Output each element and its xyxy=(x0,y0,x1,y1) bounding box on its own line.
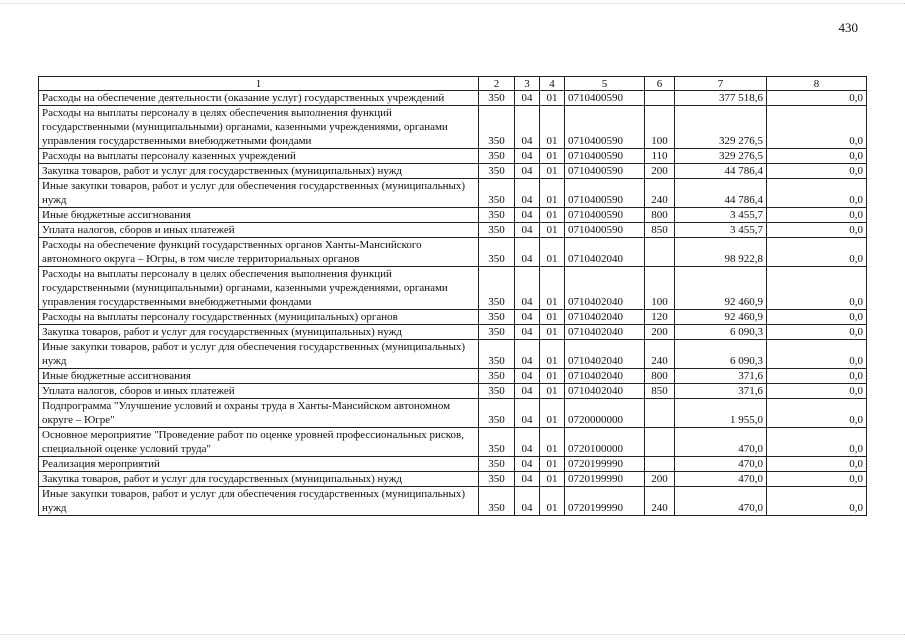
cell-target-article: 0710402040 xyxy=(565,384,645,399)
cell-amount-secondary: 0,0 xyxy=(767,399,867,428)
table-row xyxy=(39,384,867,399)
cell-section: 04 xyxy=(515,149,540,164)
cell-expense-type: 200 xyxy=(645,325,675,340)
cell-amount: 329 276,5 xyxy=(675,149,767,164)
cell-section: 04 xyxy=(515,487,540,516)
cell-ministry-code: 350 xyxy=(479,91,515,106)
cell-ministry-code: 350 xyxy=(479,428,515,457)
row-description: Уплата налогов, сборов и иных платежей xyxy=(39,384,479,399)
cell-subsection: 01 xyxy=(540,369,565,384)
cell-target-article: 0710400590 xyxy=(565,223,645,238)
cell-ministry-code: 350 xyxy=(479,399,515,428)
table-row xyxy=(39,325,867,340)
cell-amount: 44 786,4 xyxy=(675,179,767,208)
cell-section: 04 xyxy=(515,106,540,149)
table-row xyxy=(39,487,867,516)
cell-ministry-code: 350 xyxy=(479,267,515,310)
table-row xyxy=(39,428,867,457)
table-row xyxy=(39,106,867,149)
cell-amount: 371,6 xyxy=(675,384,767,399)
table-row xyxy=(39,164,867,179)
cell-section: 04 xyxy=(515,369,540,384)
cell-amount: 371,6 xyxy=(675,369,767,384)
cell-amount: 470,0 xyxy=(675,457,767,472)
cell-expense-type xyxy=(645,91,675,106)
cell-subsection: 01 xyxy=(540,310,565,325)
cell-expense-type: 800 xyxy=(645,208,675,223)
table-body xyxy=(39,91,867,516)
cell-subsection: 01 xyxy=(540,267,565,310)
cell-subsection: 01 xyxy=(540,487,565,516)
table-row xyxy=(39,223,867,238)
cell-section: 04 xyxy=(515,91,540,106)
header-cell-8: 8 xyxy=(767,77,867,91)
header-cell-6: 6 xyxy=(645,77,675,91)
cell-amount-secondary: 0,0 xyxy=(767,428,867,457)
row-description: Иные бюджетные ассигнования xyxy=(39,208,479,223)
cell-ministry-code: 350 xyxy=(479,325,515,340)
cell-subsection: 01 xyxy=(540,179,565,208)
cell-section: 04 xyxy=(515,472,540,487)
cell-amount-secondary: 0,0 xyxy=(767,340,867,369)
cell-amount-secondary: 0,0 xyxy=(767,267,867,310)
table-row xyxy=(39,208,867,223)
cell-amount: 377 518,6 xyxy=(675,91,767,106)
cell-section: 04 xyxy=(515,399,540,428)
row-description: Расходы на обеспечение функций государственных органов Ханты-Мансийского автономного округа – Югры, в том числе территориальных органов xyxy=(39,238,479,267)
cell-amount: 92 460,9 xyxy=(675,310,767,325)
row-description: Расходы на выплаты персоналу государственных (муниципальных) органов xyxy=(39,310,479,325)
cell-target-article: 0710400590 xyxy=(565,91,645,106)
cell-amount-secondary: 0,0 xyxy=(767,487,867,516)
cell-target-article: 0710402040 xyxy=(565,340,645,369)
scan-edge-bottom xyxy=(0,634,905,636)
cell-section: 04 xyxy=(515,164,540,179)
cell-amount: 3 455,7 xyxy=(675,208,767,223)
cell-amount-secondary: 0,0 xyxy=(767,472,867,487)
cell-subsection: 01 xyxy=(540,457,565,472)
cell-subsection: 01 xyxy=(540,149,565,164)
cell-target-article: 0710402040 xyxy=(565,267,645,310)
cell-amount-secondary: 0,0 xyxy=(767,457,867,472)
cell-target-article: 0720199990 xyxy=(565,487,645,516)
row-description: Подпрограмма "Улучшение условий и охраны труда в Ханты-Мансийском автономном округе – Югре" xyxy=(39,399,479,428)
cell-amount: 6 090,3 xyxy=(675,340,767,369)
cell-section: 04 xyxy=(515,238,540,267)
row-description: Реализация мероприятий xyxy=(39,457,479,472)
cell-amount-secondary: 0,0 xyxy=(767,164,867,179)
cell-ministry-code: 350 xyxy=(479,164,515,179)
cell-amount: 329 276,5 xyxy=(675,106,767,149)
header-row xyxy=(39,77,867,91)
cell-ministry-code: 350 xyxy=(479,310,515,325)
cell-ministry-code: 350 xyxy=(479,472,515,487)
cell-ministry-code: 350 xyxy=(479,149,515,164)
cell-target-article: 0710400590 xyxy=(565,179,645,208)
cell-expense-type xyxy=(645,428,675,457)
cell-amount: 92 460,9 xyxy=(675,267,767,310)
cell-amount: 6 090,3 xyxy=(675,325,767,340)
table-row xyxy=(39,91,867,106)
cell-expense-type: 110 xyxy=(645,149,675,164)
row-description: Закупка товаров, работ и услуг для государственных (муниципальных) нужд xyxy=(39,325,479,340)
cell-section: 04 xyxy=(515,384,540,399)
header-cell-3: 3 xyxy=(515,77,540,91)
cell-amount-secondary: 0,0 xyxy=(767,310,867,325)
cell-section: 04 xyxy=(515,179,540,208)
cell-subsection: 01 xyxy=(540,106,565,149)
cell-subsection: 01 xyxy=(540,208,565,223)
cell-ministry-code: 350 xyxy=(479,179,515,208)
header-cell-7: 7 xyxy=(675,77,767,91)
cell-ministry-code: 350 xyxy=(479,457,515,472)
cell-amount-secondary: 0,0 xyxy=(767,369,867,384)
row-description: Закупка товаров, работ и услуг для государственных (муниципальных) нужд xyxy=(39,164,479,179)
cell-subsection: 01 xyxy=(540,238,565,267)
cell-subsection: 01 xyxy=(540,223,565,238)
cell-target-article: 0710400590 xyxy=(565,149,645,164)
cell-ministry-code: 350 xyxy=(479,106,515,149)
row-description: Закупка товаров, работ и услуг для государственных (муниципальных) нужд xyxy=(39,472,479,487)
cell-subsection: 01 xyxy=(540,472,565,487)
header-cell-1: 1 xyxy=(39,77,479,91)
cell-expense-type: 240 xyxy=(645,340,675,369)
cell-subsection: 01 xyxy=(540,384,565,399)
cell-expense-type: 200 xyxy=(645,472,675,487)
cell-ministry-code: 350 xyxy=(479,369,515,384)
cell-subsection: 01 xyxy=(540,428,565,457)
cell-target-article: 0710402040 xyxy=(565,310,645,325)
row-description: Расходы на обеспечение деятельности (оказание услуг) государственных учреждений xyxy=(39,91,479,106)
row-description: Иные закупки товаров, работ и услуг для обеспечения государственных (муниципальных) нужд xyxy=(39,179,479,208)
cell-target-article: 0710400590 xyxy=(565,164,645,179)
row-description: Расходы на выплаты персоналу в целях обеспечения выполнения функций государственными (муниципальными) органами, казенными учреждениями, органами управления государственными внебюджетными фондами xyxy=(39,106,479,149)
row-description: Иные закупки товаров, работ и услуг для обеспечения государственных (муниципальных) нужд xyxy=(39,340,479,369)
cell-expense-type xyxy=(645,457,675,472)
cell-amount: 470,0 xyxy=(675,428,767,457)
table-row xyxy=(39,149,867,164)
cell-target-article: 0710402040 xyxy=(565,238,645,267)
table-row xyxy=(39,238,867,267)
cell-amount: 44 786,4 xyxy=(675,164,767,179)
cell-amount-secondary: 0,0 xyxy=(767,208,867,223)
cell-section: 04 xyxy=(515,208,540,223)
budget-table xyxy=(38,76,867,516)
cell-expense-type: 800 xyxy=(645,369,675,384)
cell-target-article: 0710400590 xyxy=(565,106,645,149)
cell-amount-secondary: 0,0 xyxy=(767,238,867,267)
cell-amount-secondary: 0,0 xyxy=(767,106,867,149)
cell-target-article: 0720000000 xyxy=(565,399,645,428)
cell-ministry-code: 350 xyxy=(479,208,515,223)
cell-subsection: 01 xyxy=(540,399,565,428)
cell-expense-type: 200 xyxy=(645,164,675,179)
cell-target-article: 0710400590 xyxy=(565,208,645,223)
cell-amount-secondary: 0,0 xyxy=(767,384,867,399)
page-number: 430 xyxy=(838,20,858,35)
scan-edge-top xyxy=(0,3,905,5)
row-description: Расходы на выплаты персоналу в целях обеспечения выполнения функций государственными (муниципальными) органами, казенными учреждениями, органами управления государственными внебюджетными фондами xyxy=(39,267,479,310)
cell-amount-secondary: 0,0 xyxy=(767,91,867,106)
row-description: Уплата налогов, сборов и иных платежей xyxy=(39,223,479,238)
header-cell-4: 4 xyxy=(540,77,565,91)
cell-target-article: 0720199990 xyxy=(565,457,645,472)
cell-target-article: 0710402040 xyxy=(565,325,645,340)
cell-subsection: 01 xyxy=(540,164,565,179)
cell-expense-type xyxy=(645,238,675,267)
header-cell-2: 2 xyxy=(479,77,515,91)
cell-target-article: 0710402040 xyxy=(565,369,645,384)
cell-section: 04 xyxy=(515,267,540,310)
cell-section: 04 xyxy=(515,457,540,472)
cell-expense-type: 850 xyxy=(645,223,675,238)
cell-amount: 1 955,0 xyxy=(675,399,767,428)
row-description: Иные закупки товаров, работ и услуг для обеспечения государственных (муниципальных) нужд xyxy=(39,487,479,516)
row-description: Основное мероприятие "Проведение работ по оценке уровней профессиональных рисков, специальной оценке условий труда" xyxy=(39,428,479,457)
cell-section: 04 xyxy=(515,428,540,457)
cell-subsection: 01 xyxy=(540,340,565,369)
cell-amount-secondary: 0,0 xyxy=(767,325,867,340)
table-row xyxy=(39,179,867,208)
table-row xyxy=(39,267,867,310)
cell-subsection: 01 xyxy=(540,91,565,106)
table-row xyxy=(39,472,867,487)
cell-amount: 98 922,8 xyxy=(675,238,767,267)
cell-ministry-code: 350 xyxy=(479,238,515,267)
table-row xyxy=(39,399,867,428)
cell-expense-type xyxy=(645,399,675,428)
cell-section: 04 xyxy=(515,340,540,369)
cell-ministry-code: 350 xyxy=(479,487,515,516)
header-cell-5: 5 xyxy=(565,77,645,91)
cell-expense-type: 240 xyxy=(645,179,675,208)
table-row xyxy=(39,369,867,384)
cell-expense-type: 100 xyxy=(645,106,675,149)
cell-expense-type: 100 xyxy=(645,267,675,310)
cell-section: 04 xyxy=(515,223,540,238)
cell-amount-secondary: 0,0 xyxy=(767,179,867,208)
cell-ministry-code: 350 xyxy=(479,384,515,399)
cell-subsection: 01 xyxy=(540,325,565,340)
cell-section: 04 xyxy=(515,310,540,325)
cell-ministry-code: 350 xyxy=(479,223,515,238)
cell-amount: 470,0 xyxy=(675,487,767,516)
table-row xyxy=(39,340,867,369)
cell-amount-secondary: 0,0 xyxy=(767,223,867,238)
cell-expense-type: 850 xyxy=(645,384,675,399)
table-row xyxy=(39,310,867,325)
cell-expense-type: 240 xyxy=(645,487,675,516)
cell-expense-type: 120 xyxy=(645,310,675,325)
cell-amount: 470,0 xyxy=(675,472,767,487)
table-row xyxy=(39,457,867,472)
row-description: Иные бюджетные ассигнования xyxy=(39,369,479,384)
cell-section: 04 xyxy=(515,325,540,340)
row-description: Расходы на выплаты персоналу казенных учреждений xyxy=(39,149,479,164)
cell-target-article: 0720199990 xyxy=(565,472,645,487)
cell-ministry-code: 350 xyxy=(479,340,515,369)
cell-amount-secondary: 0,0 xyxy=(767,149,867,164)
cell-target-article: 0720100000 xyxy=(565,428,645,457)
cell-amount: 3 455,7 xyxy=(675,223,767,238)
